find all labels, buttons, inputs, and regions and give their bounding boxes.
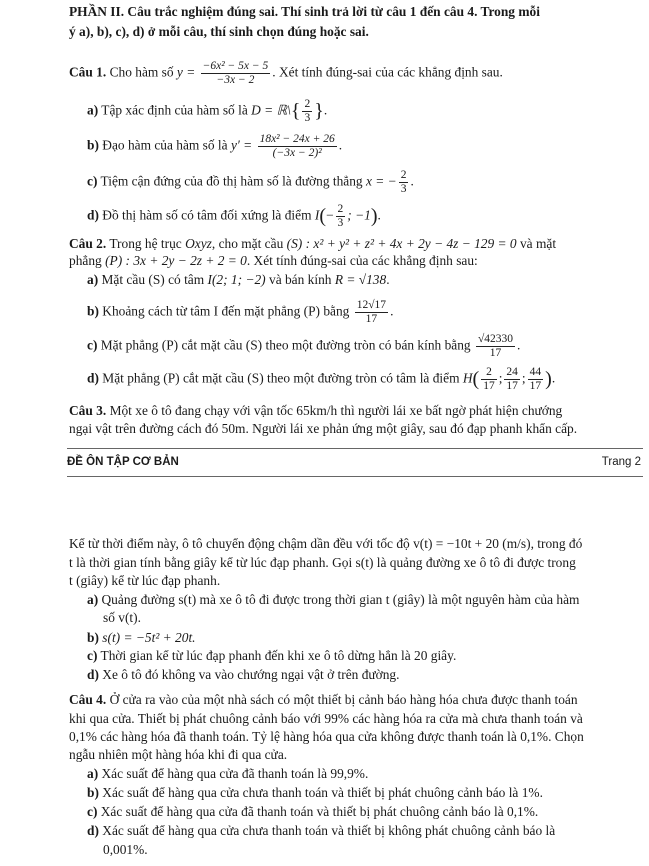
q1-option-a: a) Tập xác định của hàm số là D = ℝ\{ $\frac{2}{3}$ }. xyxy=(87,98,328,124)
q1-stem xyxy=(69,60,649,87)
q4-option-b: b) Xác suất để hàng qua cửa chưa thanh toán và thiết bị phát chuông cảnh báo là 1%. xyxy=(87,785,543,800)
q2-stem-line-2: phẳng (P) : 3x + 2y − 2z + 2 = 0. Xét tính đúng-sai của các khẳng định sau: xyxy=(69,253,478,268)
q2-option-b: b) Khoảng cách từ tâm I đến mặt phẳng (P) bằng $\frac{12√17}{17}$ . xyxy=(87,299,394,325)
page-footer xyxy=(67,448,643,477)
q2-option-c: c) Mặt phẳng (P) cắt mặt cầu (S) theo một đường tròn có bán kính bằng $\frac{√42330}{17}$ . xyxy=(87,333,521,359)
q3-stem-line-1: Câu 3. Một xe ô tô đang chạy với vận tốc 65km/h thì người lái xe bất ngờ phát hiện chướng xyxy=(69,403,563,418)
q3-option-a: a) Quảng đường s(t) mà xe ô tô đi được trong thời gian t (giây) là một nguyên hàm của hàm xyxy=(87,592,580,607)
q2-option-a: a) Mặt cầu (S) có tâm I(2; 1; −2) và bán kính R = √138. xyxy=(87,272,390,287)
q2-stem-line-1: Câu 2. Trong hệ trục Oxyz, cho mặt cầu (S) : x² + y² + z² + 4x + 2y − 4z − 129 = 0 và mặt xyxy=(69,236,557,251)
q1-option-b: b) Đạo hàm của hàm số là y′ = $\frac{\text{18x² − 24x + 26}}{\text{(−3x − 2)²}}$ . xyxy=(87,133,343,159)
q1-option-c: c) Tiệm cận đứng của đồ thị hàm số là đường thẳng x = − $\frac{2}{3}$ . xyxy=(87,169,414,195)
q3-option-a-cont: số v(t). xyxy=(103,610,141,625)
q3-cont-line-1: Kể từ thời điểm này, ô tô chuyển động chậm dần đều với tốc độ v(t) = −10t + 20 (m/s), trong đó xyxy=(69,536,583,551)
q3-stem-line-2: ngại vật trên đường cách đó 50m. Người lái xe phản ứng một giây, sau đó đạp phanh khẩn cấp. xyxy=(69,421,578,436)
q4-option-d: d) Xác suất để hàng qua cửa chưa thanh toán và thiết bị không phát chuông cảnh báo là xyxy=(87,823,556,838)
q4-option-c: c) Xác suất để hàng qua cửa đã thanh toán và thiết bị phát chuông cảnh báo là 0,1%. xyxy=(87,804,539,819)
section-header-line-1: PHẦN II. Câu trắc nghiệm đúng sai. Thí sinh trả lời từ câu 1 đến câu 4. Trong mỗi xyxy=(69,4,540,19)
q2-option-d: d) Mặt phẳng (P) cắt mặt cầu (S) theo một đường tròn có tâm là điểm H( $\frac{2}{17}$ ; $\frac{24}{17}$ ; $\frac{44}{17}$ ). xyxy=(87,366,556,392)
q3-cont-line-2: t là thời gian tính bằng giây kể từ lúc đạp phanh. Gọi s(t) là quảng đường xe ô tô đi được trong xyxy=(69,555,576,570)
q4-stem-line-2: khi qua cửa. Thiết bị phát chuông cảnh báo với 99% các hàng hóa ra cửa mà chưa thanh toán và xyxy=(69,711,583,726)
q3-cont-line-3: t (giây) kể từ lúc đạp phanh. xyxy=(69,573,221,588)
q1-label: Câu 1. xyxy=(69,64,107,80)
q4-stem-line-1: Câu 4. Ở cửa ra vào của một nhà sách có một thiết bị cảnh báo hàng hóa chưa được thanh toán xyxy=(69,692,578,707)
q3-option-d: d) Xe ô tô đó không va vào chướng ngại vật ở trên đường. xyxy=(87,667,400,682)
q1-text-pre: Cho hàm số xyxy=(109,64,174,80)
q1-option-d: d) Đồ thị hàm số có tâm đối xứng là điểm I(− $\frac{2}{3}$ ; −1). xyxy=(87,203,381,229)
q1-function-fraction: $\frac{\text{−6x² − 5x − 5}}{-3x - 2}$ xyxy=(202,60,269,86)
q1-func-lhs: y = xyxy=(176,64,196,80)
q4-stem-line-3: 0,1% các hàng hóa đã thanh toán. Tỷ lệ hàng hóa qua cửa không được thanh toán là 0,1%. Chọn xyxy=(69,729,584,744)
q4-option-d-cont: 0,001%. xyxy=(103,842,148,857)
footer-page-number: Trang 2 xyxy=(601,456,641,468)
q1-text-post: . Xét tính đúng-sai của các khẳng định sau. xyxy=(272,64,503,80)
q4-option-a: a) Xác suất để hàng qua cửa đã thanh toán là 99,9%. xyxy=(87,766,369,781)
q3-option-b: b) s(t) = −5t² + 20t. xyxy=(87,630,196,645)
section-header-line-2: ý a), b), c), d) ở mỗi câu, thí sinh chọn đúng hoặc sai. xyxy=(69,24,369,39)
q4-stem-line-4: ngẫu nhiên một hàng hóa khi đi qua cửa. xyxy=(69,747,288,762)
q3-option-c: c) Thời gian kể từ lúc đạp phanh đến khi xe ô tô dừng hẳn là 20 giây. xyxy=(87,648,457,663)
footer-title: ĐỀ ÔN TẬP CƠ BẢN xyxy=(67,456,179,468)
